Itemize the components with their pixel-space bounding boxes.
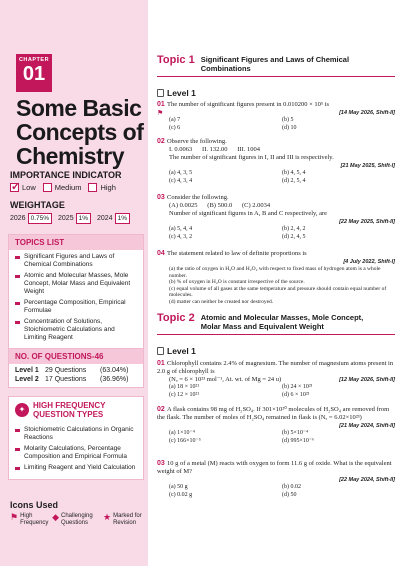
topic-title: Atomic and Molecular Masses, Mole Concept, Molar Mass and Equivalent Weight [200, 313, 364, 331]
topic-list-item: Significant Figures and Laws of Chemical Combinations [15, 253, 137, 269]
question: 01 The number of significant figures present in 0.010200 × 10⁵ is ⚑ [14 May 2026, Shift-II] (a) 7 (b) 5 (c) 6 (d) 10 [157, 101, 395, 131]
chapter-title: Some Basic Concepts of Chemistry [16, 95, 144, 169]
topic-title: Significant Figures and Laws of Chemical Combinations [200, 55, 350, 73]
level-heading: Level 1 [157, 88, 196, 98]
question: 03 10 g of a metal (M) reacts with oxygen to form 11.6 g of oxide. What is the equivalent weight of M? [22 May 2024, Shift-II] (a) 50 g (b) 0.02 (c) 0.02 g (d) 50 [157, 460, 395, 498]
checkbox-low [10, 183, 19, 192]
importance-indicator [10, 183, 116, 192]
chapter-badge [16, 54, 52, 92]
question: 04 The statement related to law of definite proportions is [4 July 2022, Shift-I] (a) the ratio of oxygen in H₂O and H₂O₂ with respect to fixed mass of hydrogen atom is a whole number. (b) % of oxygen in H₂O is constant irrespective of the source. (c) equal volume of all gases at the same temperature and pressure should contain equal number of molecules. (d) matter can neither be created nor destroyed. [157, 250, 395, 305]
hf-item: Stoichiometric Calculations in Organic Reactions [15, 426, 137, 442]
questions-count-panel [8, 348, 144, 388]
questions-row: Level 1 29 Questions (63.04%) [15, 367, 129, 374]
icon-legend-item: ★ Marked for Revision [103, 512, 142, 526]
question: 01 Chlorophyll contains 2.4% of magnesium. The number of magnesium atoms present in 2.0 g of chlorophyll is (Nₐ = 6 × 10²³ mol⁻¹, At. wt. of Mg = 24 u) [12 May 2026, Shift-II] (a) 18 × 10²¹ (b) 24 × 10²¹ (c) 12 × 10²¹ (d) 6 × 10²¹ [157, 360, 395, 398]
weightage-year: 2025 [58, 215, 74, 222]
weightage-value: 0.75% [28, 213, 52, 224]
high-frequency-icon: ⚑ [10, 512, 19, 522]
hf-item: Molarity Calculations, Percentage Composition and Empirical Formula [15, 445, 137, 461]
document-icon [157, 89, 164, 97]
topics-list-panel [8, 234, 144, 350]
high-frequency-heading: ✦ HIGH FREQUENCY QUESTION TYPES [9, 397, 143, 423]
bullet-icon [15, 256, 20, 259]
importance-high: High [100, 183, 116, 192]
topic-list-item: Atomic and Molecular Masses, Mole Concept, Molar Mass and Equivalent Weight [15, 272, 137, 296]
importance-medium: Medium [54, 183, 82, 192]
check-icon: ✓ [11, 181, 21, 193]
divider [157, 76, 395, 77]
topic-label: Topic 1 [157, 54, 195, 66]
weightage-row [10, 213, 134, 224]
icon-legend-item: ◆ Challenging Questions [52, 512, 93, 526]
chapter-label: CHAPTER [18, 57, 50, 63]
level-heading: Level 1 [157, 346, 196, 356]
importance-heading: IMPORTANCE INDICATOR [10, 170, 122, 180]
hf-item: Limiting Reagent and Yield Calculation [15, 464, 137, 472]
bullet-icon [15, 321, 20, 324]
question: 03 Consider the following. (A) 0.0025 (B) 500.0 (C) 2.0034 Number of significant figures in A, B and C respectively, are [22 May 2025, Shift-II] (a) 5, 4, 4 (b) 2, 4, 2 (c) 4, 3, 2 (d) 2, 4, 5 [157, 194, 395, 240]
icons-legend [10, 513, 143, 527]
checkbox-medium [43, 183, 52, 192]
bullet-icon [15, 467, 20, 470]
weightage-value: 1% [115, 213, 130, 224]
high-frequency-panel [8, 396, 144, 480]
questions-row: Level 2 17 Questions (36.96%) [15, 376, 129, 383]
bullet-icon [15, 448, 20, 451]
chapter-number: 01 [22, 63, 46, 85]
fire-icon: ✦ [15, 403, 29, 417]
importance-low: Low [22, 183, 36, 192]
icon-legend-item: ⚑ High Frequency [10, 512, 49, 526]
weightage-year: 2026 [10, 215, 26, 222]
topic-list-item: Percentage Composition, Empirical Formulae [15, 299, 137, 315]
weightage-year: 2024 [97, 215, 113, 222]
topic-header [157, 54, 361, 73]
challenging-icon: ◆ [52, 512, 59, 522]
divider [157, 334, 395, 335]
topic-header [157, 312, 371, 331]
question: 02 A flask contains 98 mg of H₂SO₄. If 301×10²⁰ molecules of H₂SO₄ are removed from the flask. The number of moles of H₂SO₄ remained in flask is (Nₐ = 6.02×10²³) [21 May 2024, Shift-II] (a) 1×10⁻⁴ (b) 5×10⁻⁴ (c) 166×10⁻⁵ (d) 995×10⁻⁶ [157, 406, 395, 444]
bullet-icon [15, 302, 20, 305]
topic-list-item: Concentration of Solutions, Stoichiometric Calculations and Limiting Reagent [15, 318, 137, 342]
questions-count-heading: NO. OF QUESTIONS-46 [9, 349, 143, 364]
icons-used-heading: Icons Used [10, 500, 59, 510]
star-icon: ★ [103, 512, 112, 522]
bullet-icon [15, 429, 20, 432]
question: 02 Observe the following. I. 0.0063 II. 132.00 III. 1004 The number of significant figures in I, II and III is respectively. [21 May 2025, Shift-I] (a) 4, 3, 5 (b) 4, 5, 4 (c) 4, 3, 4 (d) 2, 5, 4 [157, 138, 395, 184]
document-icon [157, 347, 164, 355]
weightage-value: 1% [76, 213, 91, 224]
weightage-heading: WEIGHTAGE [10, 200, 65, 210]
bullet-icon [15, 275, 20, 278]
high-frequency-icon: ⚑ [157, 109, 164, 117]
topics-list-heading: TOPICS LIST [9, 235, 143, 250]
chapter-sidebar [0, 0, 148, 566]
checkbox-high [88, 183, 97, 192]
topic-label: Topic 2 [157, 312, 195, 324]
